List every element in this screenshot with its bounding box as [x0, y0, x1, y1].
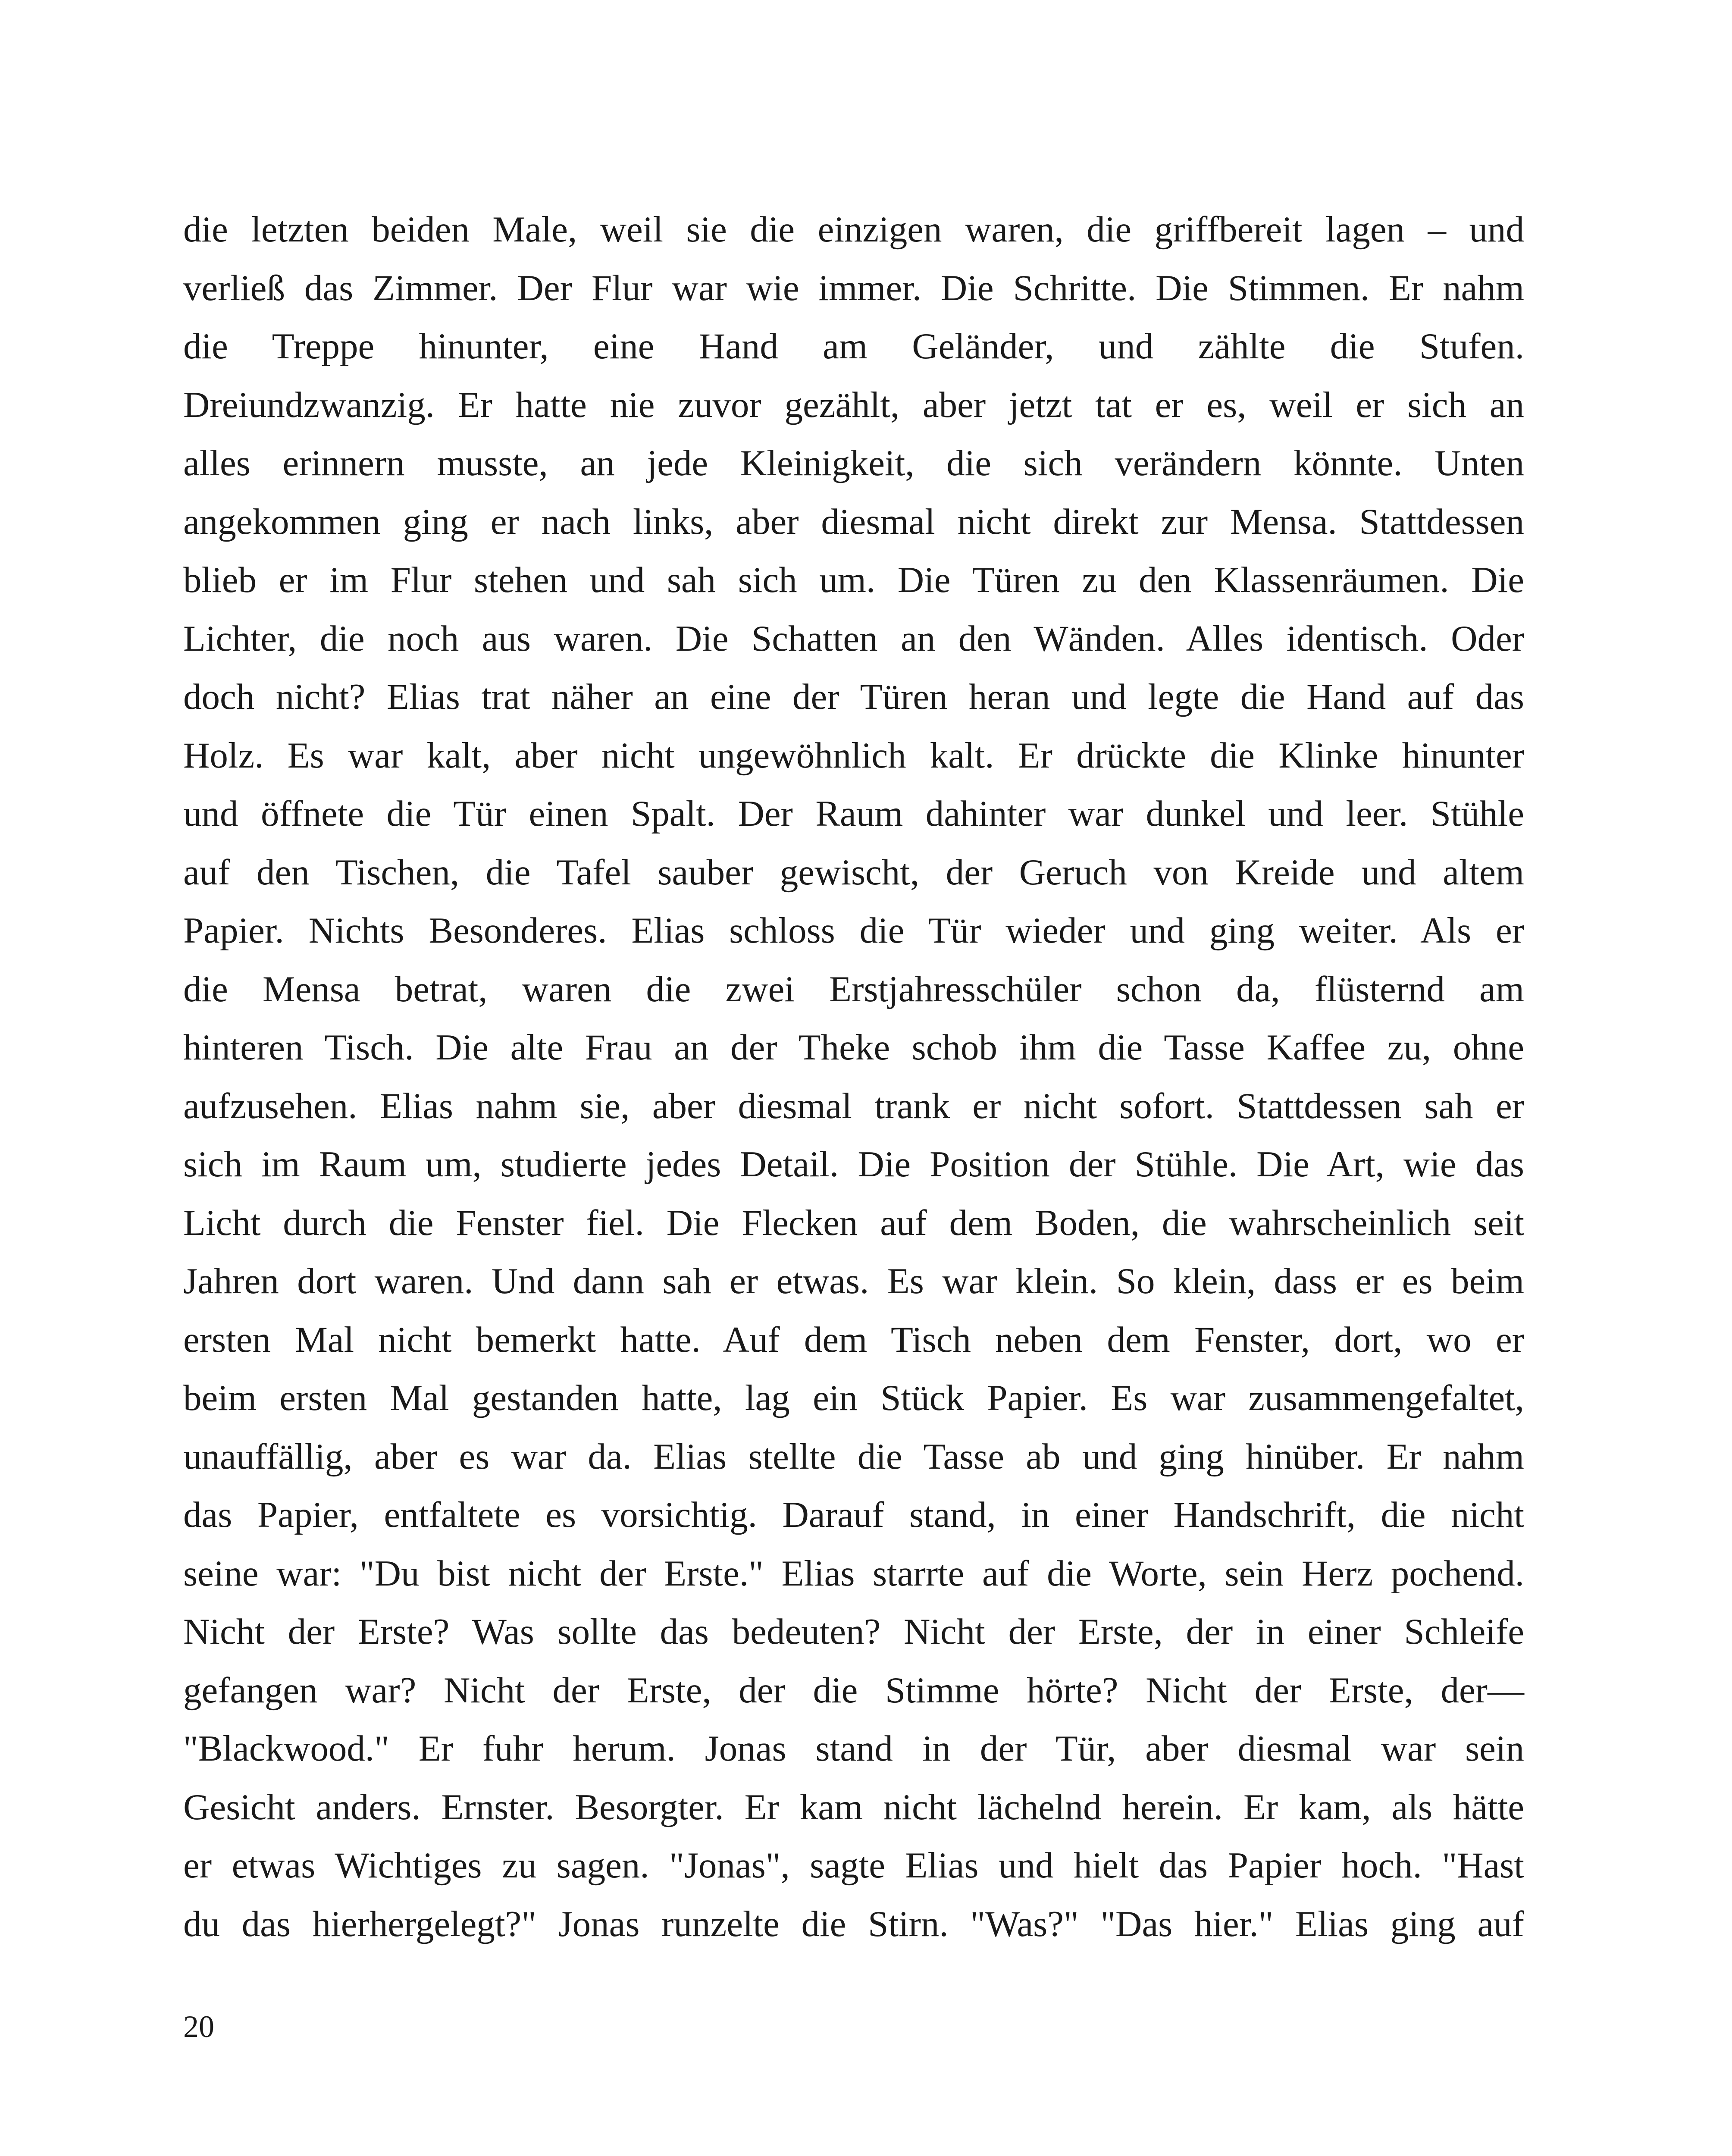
text-line: ersten Mal nicht bemerkt hatte. Auf dem Tisch neben dem Fenster, dort, wo er: [183, 1319, 1524, 1360]
text-line: beim ersten Mal gestanden hatte, lag ein Stück Papier. Es war zusammengefaltet,: [183, 1378, 1524, 1418]
text-line: gefangen war? Nicht der Erste, der die Stimme hörte? Nicht der Erste, der—: [183, 1670, 1524, 1711]
text-line: alles erinnern musste, an jede Kleinigkeit, die sich verändern könnte. Unten: [183, 443, 1524, 483]
text-line: Gesicht anders. Ernster. Besorgter. Er kam nicht lächelnd herein. Er kam, als hätte: [183, 1786, 1524, 1827]
text-line: und öffnete die Tür einen Spalt. Der Raum dahinter war dunkel und leer. Stühle: [183, 793, 1524, 834]
text-line: Dreiundzwanzig. Er hatte nie zuvor gezählt, aber jetzt tat er es, weil er sich an: [183, 384, 1524, 425]
text-line: Lichter, die noch aus waren. Die Schatten an den Wänden. Alles identisch. Oder: [183, 618, 1524, 659]
text-line: du das hierhergelegt?" Jonas runzelte die Stirn. "Was?" "Das hier." Elias ging auf: [183, 1903, 1524, 1944]
text-line: sich im Raum um, studierte jedes Detail. Die Position der Stühle. Die Art, wie das: [183, 1144, 1524, 1185]
text-line: er etwas Wichtiges zu sagen. "Jonas", sagte Elias und hielt das Papier hoch. "Hast: [183, 1845, 1524, 1886]
text-line: hinteren Tisch. Die alte Frau an der Theke schob ihm die Tasse Kaffee zu, ohne: [183, 1027, 1524, 1068]
text-line: unauffällig, aber es war da. Elias stellte die Tasse ab und ging hinüber. Er nahm: [183, 1436, 1524, 1477]
body-text: [183, 201, 1524, 1953]
text-line: verließ das Zimmer. Der Flur war wie immer. Die Schritte. Die Stimmen. Er nahm: [183, 267, 1524, 308]
text-line: Holz. Es war kalt, aber nicht ungewöhnlich kalt. Er drückte die Klinke hinunter: [183, 735, 1524, 776]
text-line: das Papier, entfaltete es vorsichtig. Darauf stand, in einer Handschrift, die nicht: [183, 1495, 1524, 1535]
text-line: "Blackwood." Er fuhr herum. Jonas stand in der Tür, aber diesmal war sein: [183, 1728, 1524, 1769]
text-line: die Treppe hinunter, eine Hand am Geländer, und zählte die Stufen.: [183, 326, 1524, 367]
text-line: doch nicht? Elias trat näher an eine der Türen heran und legte die Hand auf das: [183, 677, 1524, 717]
text-line: Nicht der Erste? Was sollte das bedeuten? Nicht der Erste, der in einer Schleife: [183, 1611, 1524, 1652]
text-line: auf den Tischen, die Tafel sauber gewischt, der Geruch von Kreide und altem: [183, 852, 1524, 893]
text-line: seine war: "Du bist nicht der Erste." Elias starrte auf die Worte, sein Herz pochend.: [183, 1553, 1524, 1594]
text-line: aufzusehen. Elias nahm sie, aber diesmal trank er nicht sofort. Stattdessen sah er: [183, 1085, 1524, 1126]
text-line: Papier. Nichts Besonderes. Elias schloss die Tür wieder und ging weiter. Als er: [183, 910, 1524, 951]
text-line: die letzten beiden Male, weil sie die einzigen waren, die griffbereit lagen – und: [183, 209, 1524, 250]
text-line: Licht durch die Fenster fiel. Die Flecken auf dem Boden, die wahrscheinlich seit: [183, 1202, 1524, 1243]
text-line: blieb er im Flur stehen und sah sich um. Die Türen zu den Klassenräumen. Die: [183, 560, 1524, 600]
page-number: 20: [183, 2009, 214, 2044]
text-line: angekommen ging er nach links, aber diesmal nicht direkt zur Mensa. Stattdessen: [183, 501, 1524, 542]
text-line: die Mensa betrat, waren die zwei Erstjahresschüler schon da, flüsternd am: [183, 968, 1524, 1009]
text-line: Jahren dort waren. Und dann sah er etwas. Es war klein. So klein, dass er es beim: [183, 1261, 1524, 1301]
